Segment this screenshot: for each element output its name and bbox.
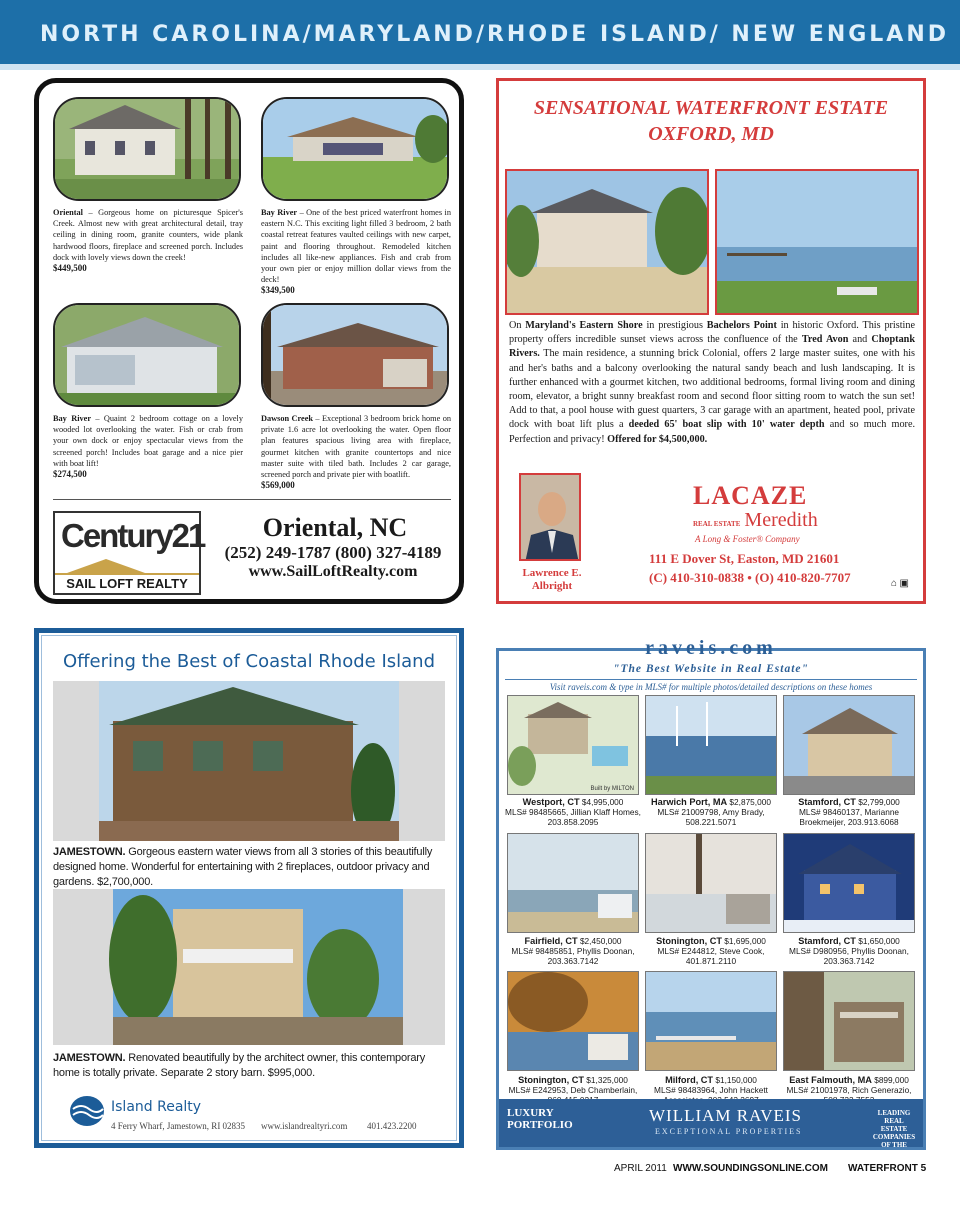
listing-mls: MLS# 98460137, Marianne bbox=[798, 807, 900, 817]
century21-logo bbox=[53, 511, 205, 595]
listing-photo-stamford-2 bbox=[783, 833, 915, 933]
body-text-bold: Choptank Rivers. bbox=[509, 334, 915, 360]
listing-mls: MLS# 21009798, Amy Brady, bbox=[657, 807, 765, 817]
listing-price: $899,000 bbox=[874, 1075, 909, 1085]
listing-price: $2,799,000 bbox=[858, 797, 900, 807]
agent-name: Lawrence E. Albright bbox=[522, 567, 582, 592]
listing-name: Dawson Creek bbox=[261, 414, 314, 423]
office-website[interactable]: www.islandrealtyri.com bbox=[261, 1121, 348, 1131]
listing-photo-milford bbox=[645, 971, 777, 1071]
listing-description: Gorgeous eastern water views from all 3 stories of this beautifully designed home. Wonderful for entertaining with 2 fireplaces, outdoor privacy and gardens. $2,700,000. bbox=[53, 846, 433, 888]
listing-town: Stonington, CT bbox=[518, 1075, 584, 1085]
listing-price: $2,875,000 bbox=[729, 797, 771, 807]
listing-photo-jamestown-1 bbox=[53, 681, 445, 841]
estate-photo-water bbox=[715, 169, 919, 315]
listing-name: Bay River bbox=[53, 414, 92, 423]
listing-mls: MLS# 21001978, Rich Generazio, bbox=[786, 1085, 912, 1095]
listing-contact: 203.858.2095 bbox=[547, 817, 599, 827]
listing-caption-stamford-2 bbox=[781, 936, 917, 966]
listing-price: $349,500 bbox=[261, 285, 295, 296]
listing-dash: – bbox=[313, 414, 322, 423]
body-text: On bbox=[509, 320, 526, 331]
office-phones: (C) 410-310-0838 • (O) 410-820-7707 bbox=[649, 570, 851, 585]
listing-town: Stonington, CT bbox=[656, 936, 722, 946]
listing-bay-river-1 bbox=[261, 207, 451, 297]
listing-photo-east-falmouth bbox=[783, 971, 915, 1071]
listing-description: Renovated beautifully by the architect owner, this contemporary home is totally private. Separate 2 story barn. $995,000. bbox=[53, 1052, 426, 1079]
ad-instructions: Visit raveis.com & type in MLS# for multiple photos/detailed descriptions on these homes bbox=[505, 679, 917, 692]
brokerage-logo-line2 bbox=[693, 509, 818, 532]
brokerage-logo-word: Meredith bbox=[744, 509, 818, 531]
office-phone: 401.423.2200 bbox=[367, 1121, 417, 1131]
listing-price: $1,650,000 bbox=[858, 936, 900, 946]
listing-dash: – bbox=[297, 208, 307, 217]
listing-price: $1,325,000 bbox=[586, 1075, 628, 1085]
listing-caption-fairfield bbox=[505, 936, 641, 966]
builder-credit: Built by MILTON bbox=[590, 786, 634, 792]
listing-caption-stonington-1 bbox=[643, 936, 779, 966]
ad-headline: Offering the Best of Coastal Rhode Island bbox=[62, 651, 435, 672]
listing-dash: – bbox=[91, 414, 104, 423]
body-text: in historic Oxford. This pristine property offers incredible sunset views across the confluence of the bbox=[509, 320, 915, 346]
listing-dawson-creek bbox=[261, 413, 451, 491]
brokerage-logo-small: REAL ESTATE bbox=[693, 520, 741, 528]
listing-town: Harwich Port, MA bbox=[651, 797, 728, 807]
brokerage-logo-line1: LACAZE bbox=[693, 481, 808, 510]
section-banner bbox=[0, 0, 960, 70]
luxury-line-2: PORTFOLIO bbox=[507, 1119, 573, 1131]
office-website[interactable]: www.SailLoftRealty.com bbox=[248, 563, 418, 580]
body-text-bold: Maryland's Eastern Shore bbox=[525, 320, 643, 331]
folio-section bbox=[848, 1163, 926, 1174]
raveis-ad bbox=[496, 637, 926, 1157]
listing-dash: – bbox=[82, 208, 99, 217]
luxury-line-1: LUXURY bbox=[507, 1107, 554, 1119]
listing-town: Westport, CT bbox=[522, 797, 580, 807]
divider bbox=[53, 499, 451, 500]
ad-tagline: "The Best Website in Real Estate" bbox=[613, 663, 809, 675]
listing-town: Milford, CT bbox=[665, 1075, 714, 1085]
body-text: and bbox=[848, 334, 872, 346]
raveis-brand-tagline: EXCEPTIONAL PROPERTIES bbox=[655, 1127, 803, 1136]
body-text-bold: deeded 65' boat slip with 10' water depth bbox=[628, 419, 825, 431]
listing-photo-bay-river bbox=[261, 97, 449, 201]
headline-line-1: SENSATIONAL WATERFRONT ESTATE bbox=[533, 97, 889, 119]
equal-housing-icon: ⌂ ▣ bbox=[891, 578, 909, 589]
listing-oriental bbox=[53, 207, 243, 274]
listing-mls: MLS# E242953, Deb Chamberlain, bbox=[508, 1085, 638, 1095]
listing-mls: MLS# 98485851, Phyllis Doonan, bbox=[511, 946, 635, 956]
listing-name: Oriental bbox=[53, 208, 83, 217]
office-address: 111 E Dover St, Easton, MD 21601 bbox=[649, 551, 840, 566]
listing-mls: MLS# 98483964, John Hackett bbox=[654, 1085, 768, 1095]
listing-photo-stonington-2 bbox=[507, 971, 639, 1071]
raveis-brand: WILLIAM RAVEIS bbox=[649, 1106, 802, 1125]
luxury-portfolio-logo bbox=[507, 1107, 573, 1131]
body-text: in prestigious bbox=[642, 320, 707, 331]
folio-website[interactable] bbox=[673, 1163, 828, 1174]
ad-headline bbox=[499, 95, 923, 147]
office-phones: (252) 249-1787 (800) 327-4189 bbox=[224, 543, 442, 562]
listing-town: Stamford, CT bbox=[798, 797, 856, 807]
listing-photo-westport bbox=[507, 695, 639, 795]
listing-jamestown-2 bbox=[53, 1051, 447, 1081]
folio-issue: APRIL 2011 bbox=[614, 1163, 667, 1174]
body-text-bold: Bachelors Point bbox=[706, 320, 777, 331]
folio-website-text: WWW.SOUNDINGSONLINE.COM bbox=[673, 1163, 828, 1174]
listing-photo-harwich-port bbox=[645, 695, 777, 795]
listing-mls: MLS# E244812, Steve Cook, bbox=[657, 946, 765, 956]
listing-town: East Falmouth, MA bbox=[789, 1075, 872, 1085]
listing-photo-stonington-1 bbox=[645, 833, 777, 933]
listing-contact: 203.363.7142 bbox=[547, 956, 599, 966]
listing-description: Quaint 2 bedroom cottage on a lovely wooded lot overlooking the water. Fish or crab from your own dock or enjoy spectacular views from the screened porch! Includes boat garage and a nice pier with boat lift! bbox=[53, 414, 244, 468]
listing-photo-bay-river-cottage bbox=[53, 303, 241, 407]
lacaze-ad bbox=[496, 78, 926, 604]
folio-section-text: WATERFRONT 5 bbox=[848, 1163, 927, 1174]
listing-contact: 508.221.5071 bbox=[685, 817, 737, 827]
island-realty-wave-icon bbox=[69, 1095, 105, 1127]
listing-photo-jamestown-2 bbox=[53, 889, 445, 1045]
body-text: The main residence, a stunning brick Colonial, offers 2 large master suites, one with his and her's baths and a balcony overlooking the natural sandy beach and lush landscaping. It is further enhanced with a gourmet kitchen, two additional bedrooms, formal living room and dining room, elevator, a bright sunny breakfast room and second floor sitting room to watch the sun set! Add to that, a pool house with guest quarters, 3 car garage with an apartment, heated pool, private dock with boat lift plus a bbox=[509, 348, 915, 431]
listing-description: Exceptional 3 bedroom brick home on private 1.6 acre lot overlooking the water. Open floor plan features spacious living area with fireplace, gourmet kitchen with granite countertops and nice master suite with tiled bath. Includes 2 car garage, screened porch and private pier with boatlift. bbox=[261, 414, 452, 480]
listing-price: $1,150,000 bbox=[715, 1075, 757, 1085]
listing-caption-harwich-port bbox=[643, 797, 779, 827]
brokerage-name: Island Realty bbox=[111, 1099, 202, 1115]
listing-description: One of the best priced waterfront homes in eastern N.C. This exciting light filled 3 bedroom, 2 bath coastal retreat features vaulted ceilings with new carpet, paint and flooring throughout. Remodeled kitchen includes all like-new appliances. Fish and crab from your own pier or enjoy million dollar views from the deck! bbox=[261, 208, 452, 285]
listing-town: Fairfield, CT bbox=[524, 936, 578, 946]
listing-price: $1,695,000 bbox=[724, 936, 766, 946]
listing-bay-river-2 bbox=[53, 413, 243, 480]
listing-jamestown-1 bbox=[53, 845, 447, 890]
headline-line-2: OXFORD, MD bbox=[648, 123, 774, 145]
listing-price: $2,450,000 bbox=[579, 936, 622, 946]
listing-contact: 203.363.7142 bbox=[823, 956, 875, 966]
estate-description bbox=[509, 319, 915, 447]
listing-price: $4,995,000 bbox=[581, 797, 624, 807]
leading-companies-logo: LEADING REAL ESTATE COMPANIES OF THE WORLD bbox=[872, 1109, 916, 1157]
listing-photo-fairfield bbox=[507, 833, 639, 933]
listing-caption-westport bbox=[505, 797, 641, 827]
listing-mls: MLS# 98485665, Jillian Klaff Homes, bbox=[505, 807, 641, 817]
body-text: and so much more. Perfection and privacy! bbox=[509, 419, 916, 445]
house-roof-icon bbox=[67, 557, 145, 573]
listing-mls: MLS# D980956, Phyllis Doonan, bbox=[789, 946, 909, 956]
office-city: Oriental, NC bbox=[262, 513, 408, 542]
island-realty-ad bbox=[34, 628, 464, 1148]
listing-caption-stamford-1 bbox=[781, 797, 917, 827]
century21-ad bbox=[34, 78, 464, 604]
agent-photo bbox=[519, 473, 581, 561]
brokerage-tagline: A Long & Foster® Company bbox=[695, 534, 800, 544]
listing-town: Stamford, CT bbox=[798, 936, 856, 946]
raveis-footer bbox=[499, 1099, 923, 1157]
listing-description: Gorgeous home on picturesque Spicer's Creek. Almost new with great architectural detail, tray ceiling in dining room, granite counters, wide plank hardwood floors, fireplace and screened porch. Includes dock with lovely views down the creek! bbox=[53, 208, 243, 262]
estate-photo-house bbox=[505, 169, 709, 315]
century21-wordmark: Century21 bbox=[61, 517, 205, 554]
listing-label: JAMESTOWN. bbox=[53, 1052, 126, 1064]
listing-contact: Broekmeijer, 203.913.6068 bbox=[799, 817, 899, 827]
banner-title: NORTH CAROLINA/MARYLAND/RHODE ISLAND/ NEW ENGLAND bbox=[40, 22, 950, 47]
listing-photo-oriental bbox=[53, 97, 241, 201]
listing-photo-stamford-1 bbox=[783, 695, 915, 795]
body-text-bold: Tred Avon bbox=[801, 334, 849, 346]
listing-photo-dawson-creek bbox=[261, 303, 449, 407]
listing-price: $569,000 bbox=[261, 480, 295, 491]
ad-headline[interactable]: raveis.com bbox=[645, 637, 777, 659]
listing-price: $274,500 bbox=[53, 469, 87, 480]
office-address: 4 Ferry Wharf, Jamestown, RI 02835 bbox=[111, 1121, 246, 1131]
listing-name: Bay River bbox=[261, 208, 298, 217]
body-text-bold: Offered for $4,500,000. bbox=[607, 433, 708, 445]
listing-label: JAMESTOWN. bbox=[53, 846, 126, 858]
listing-contact: 401.871.2110 bbox=[685, 956, 737, 966]
listing-price: $449,500 bbox=[53, 263, 87, 274]
century21-office-name: SAIL LOFT REALTY bbox=[55, 573, 199, 593]
